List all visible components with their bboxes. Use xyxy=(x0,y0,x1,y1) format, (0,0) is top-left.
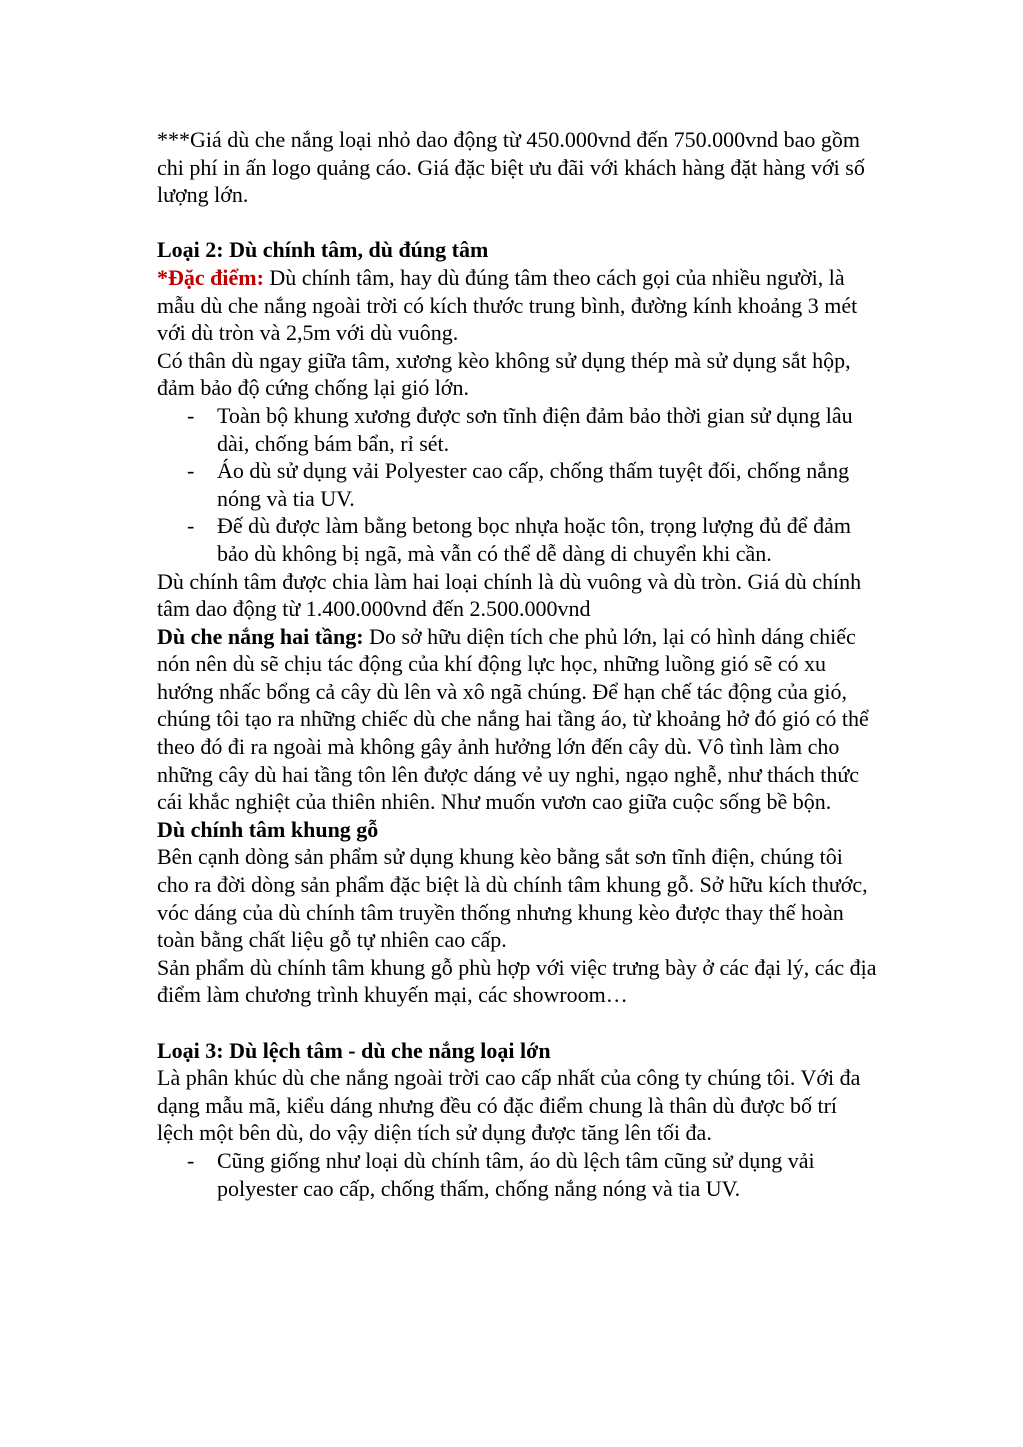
body-paragraph: Có thân dù ngay giữa tâm, xương kèo không sử dụng thép mà sử dụng sắt hộp, đảm bảo độ cứng chống lại gió lớn. xyxy=(157,347,851,401)
body-paragraph: Là phân khúc dù che nắng ngoài trời cao cấp nhất của công ty chúng tôi. Với đa dạng mẫu mã, kiểu dáng nhưng đều có đặc điểm chung là thân dù được bố trí lệch một bên dù, do vậy diện tích sử dụng được tăng lên tối đa. xyxy=(157,1065,861,1146)
list-item-text: Đế dù được làm bằng betong bọc nhựa hoặc tôn, trọng lượng đủ để đảm bảo dù không bị ngã, mà vẫn có thể dễ dàng di chuyển khi cần. xyxy=(217,513,851,566)
feature-text: Dù chính tâm, hay dù đúng tâm theo cách gọi của nhiều người, là mẫu dù che nắng ngoài trời có kích thước trung bình, đường kính khoảng 3 mét với dù tròn và 2,5m với dù vuông. xyxy=(157,264,858,346)
two-tier-paragraph xyxy=(157,623,877,816)
document-content xyxy=(157,126,877,1202)
section-heading-loai-3 xyxy=(157,1037,877,1065)
list-item-text: Cũng giống như loại dù chính tâm, áo dù lệch tâm cũng sử dụng vải polyester cao cấp, chống thấm, chống nắng nóng và tia UV. xyxy=(217,1147,815,1201)
feature-paragraph xyxy=(157,264,877,347)
wood-frame-heading xyxy=(157,816,877,844)
section-heading-text: Loại 2: Dù chính tâm, dù đúng tâm xyxy=(157,237,489,263)
bullet-marker: - xyxy=(187,458,195,484)
section-heading-loai-2 xyxy=(157,236,877,264)
feature-label: *Đặc điểm: xyxy=(157,264,264,290)
list-item xyxy=(157,457,877,512)
section-heading-text: Loại 3: Dù lệch tâm - dù che nắng loại lớn xyxy=(157,1037,551,1063)
price-paragraph: Dù chính tâm được chia làm hai loại chính là dù vuông và dù tròn. Giá dù chính tâm dao động từ 1.400.000vnd đến 2.500.000vnd xyxy=(157,568,862,622)
list-item-text: Toàn bộ khung xương được sơn tĩnh điện đảm bảo thời gian sử dụng lâu dài, chống bám bẩn, rỉ sét. xyxy=(217,402,853,456)
wood-frame-usage-paragraph: Sản phẩm dù chính tâm khung gỗ phù hợp với việc trưng bày ở các đại lý, các địa điểm làm chương trình khuyến mại, các showroom… xyxy=(157,954,877,1008)
bullet-marker: - xyxy=(187,402,195,428)
list-item xyxy=(157,402,877,457)
wood-frame-paragraph: Bên cạnh dòng sản phẩm sử dụng khung kèo bằng sắt sơn tĩnh điện, chúng tôi cho ra đời dòng sản phẩm đặc biệt là dù chính tâm khung gỗ. Sở hữu kích thước, vóc dáng của dù chính tâm truyền thống nhưng khung kèo được thay thế hoàn toàn bằng chất liệu gỗ tự nhiên cao cấp. xyxy=(157,844,868,953)
wood-frame-heading-text: Dù chính tâm khung gỗ xyxy=(157,816,379,842)
list-item xyxy=(157,1147,877,1202)
bullet-marker: - xyxy=(187,1147,195,1173)
price-note-small-umbrella: ***Giá dù che nắng loại nhỏ dao động từ 450.000vnd đến 750.000vnd bao gồm chi phí in ấn logo quảng cáo. Giá đặc biệt ưu đãi với khách hàng đặt hàng với số lượng lớn. xyxy=(157,127,865,208)
feature-list xyxy=(157,402,877,568)
list-item-text: Áo dù sử dụng vải Polyester cao cấp, chống thấm tuyệt đối, chống nắng nóng và tia UV. xyxy=(217,458,850,511)
bullet-marker: - xyxy=(187,513,195,539)
two-tier-label: Dù che nắng hai tầng: xyxy=(157,623,364,649)
paragraph-gap xyxy=(157,1009,877,1037)
paragraph-gap xyxy=(157,209,877,237)
list-item xyxy=(157,512,877,567)
two-tier-text: Do sở hữu diện tích che phủ lớn, lại có hình dáng chiếc nón nên dù sẽ chịu tác động của khí động lực học, những luồng gió sẽ có xu hướng nhấc bổng cả cây dù lên và xô ngã chúng. Để hạn chế tác động của gió, chúng tôi tạo ra những chiếc dù che nắng hai tầng áo, từ khoảng hở đó gió có thể theo đó đi ra ngoài mà không gây ảnh hưởng lớn đến cây dù. Vô tình làm cho những cây dù hai tầng tôn lên được dáng vẻ uy nghi, ngạo nghễ, như thách thức cái khắc nghiệt của thiên nhiên. Như muốn vươn cao giữa cuộc sống bề bộn. xyxy=(157,623,869,815)
feature-list xyxy=(157,1147,877,1202)
